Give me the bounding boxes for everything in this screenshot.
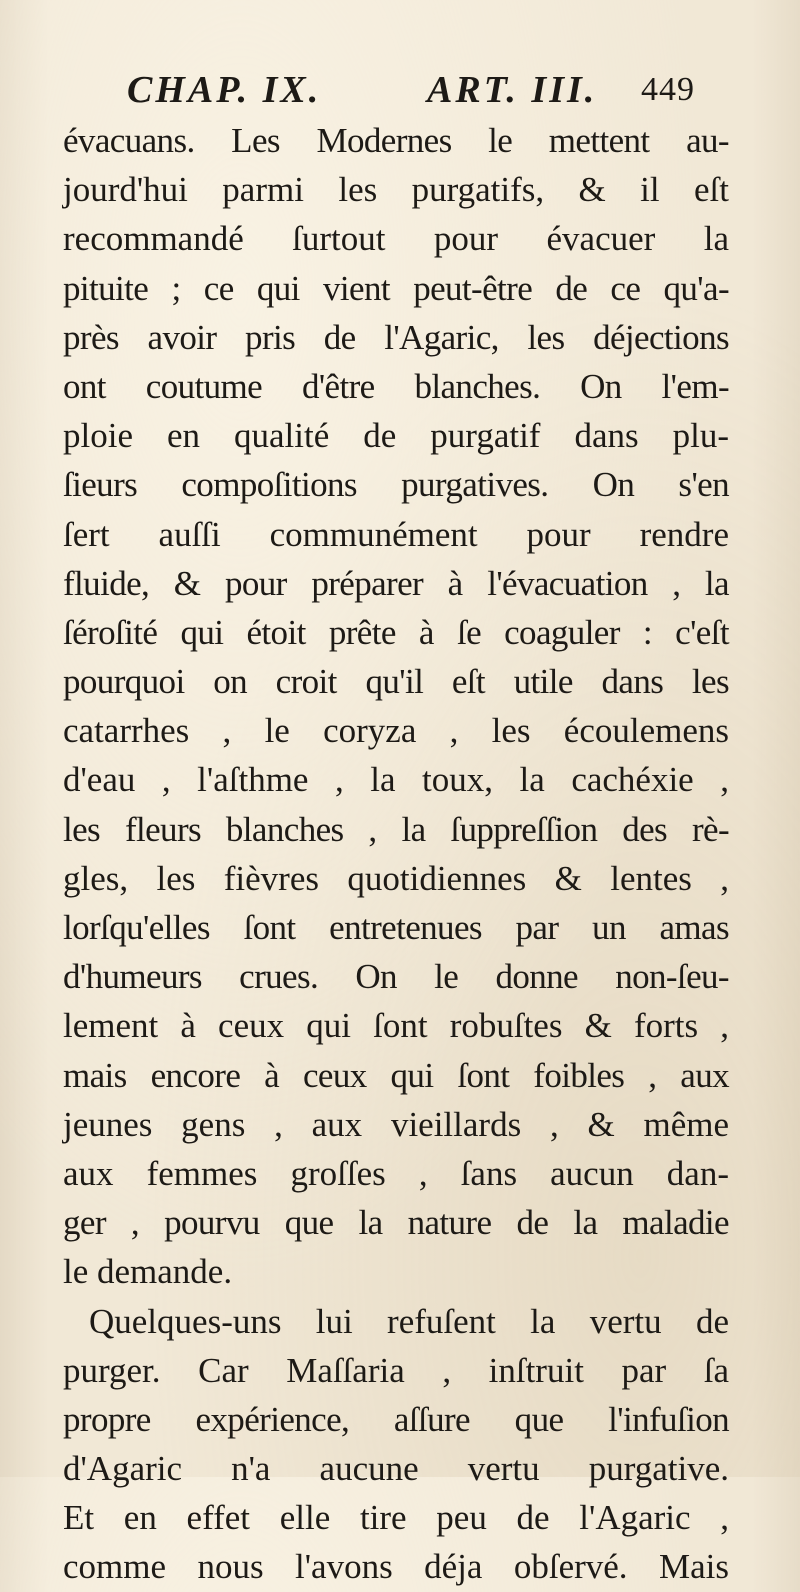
text-line: fluide, & pour préparer à l'évacuation , la [63, 563, 729, 603]
text-line: gles, les fièvres quotidiennes & lentes , [63, 858, 729, 898]
text-line: ſert auſſi communément pour rendre [63, 514, 729, 554]
text-line: près avoir pris de l'Agaric, les déjections [63, 317, 729, 357]
text-line: purger. Car Maſſaria , inſtruit par ſa [63, 1350, 729, 1390]
text-line: le demande. [63, 1252, 233, 1292]
text-line: aux femmes groſſes , ſans aucun dan- [63, 1153, 729, 1193]
text-line: évacuans. Les Modernes le mettent au- [63, 121, 729, 160]
text-line: ger , pourvu que la nature de la maladie [63, 1203, 729, 1243]
body-text [63, 116, 729, 1592]
text-line: d'Agaric n'a aucune vertu purgative. [63, 1449, 729, 1489]
chapter-heading: CHAP. IX. [127, 69, 322, 111]
text-line: comme nous l'avons déja obſervé. Mais [63, 1547, 729, 1587]
text-line: jourd'hui parmi les purgatifs, & il eſt [63, 170, 729, 210]
article-heading: ART. III. [427, 69, 598, 111]
text-line: jeunes gens , aux vieillards , & même [63, 1104, 729, 1144]
text-line: mais encore à ceux qui ſont foibles , aux [63, 1055, 729, 1095]
text-line: pourquoi on croit qu'il eſt utile dans les [63, 662, 729, 702]
text-line: d'humeurs crues. On le donne non-ſeu- [63, 957, 729, 997]
text-line: ſieurs compoſitions purgatives. On s'en [63, 465, 729, 505]
text-line: lorſqu'elles ſont entretenues par un amas [63, 908, 729, 947]
running-head [127, 68, 727, 112]
text-line: les fleurs blanches , la ſuppreſſion des rè- [63, 809, 729, 849]
text-line: recommandé ſurtout pour évacuer la [63, 219, 729, 259]
text-line: d'eau , l'aſthme , la toux, la cachéxie , [63, 760, 729, 800]
page-number: 449 [641, 71, 695, 108]
text-line: ploie en qualité de purgatif dans plu- [63, 416, 729, 456]
text-line: ont coutume d'être blanches. On l'em- [63, 366, 729, 406]
text-line: ſéroſité qui étoit prête à ſe coaguler : c'eſt [63, 612, 729, 652]
text-line: Quelques-uns lui refuſent la vertu de [89, 1301, 729, 1341]
text-line: propre expérience, aſſure que l'infuſion [63, 1399, 729, 1439]
text-line: lement à ceux qui ſont robuſtes & forts , [63, 1006, 729, 1046]
text-line: catarrhes , le coryza , les écoulemens [63, 711, 729, 751]
text-line: Et en effet elle tire peu de l'Agaric , [63, 1498, 729, 1538]
text-line: pituite ; ce qui vient peut-être de ce qu'a- [63, 268, 729, 308]
